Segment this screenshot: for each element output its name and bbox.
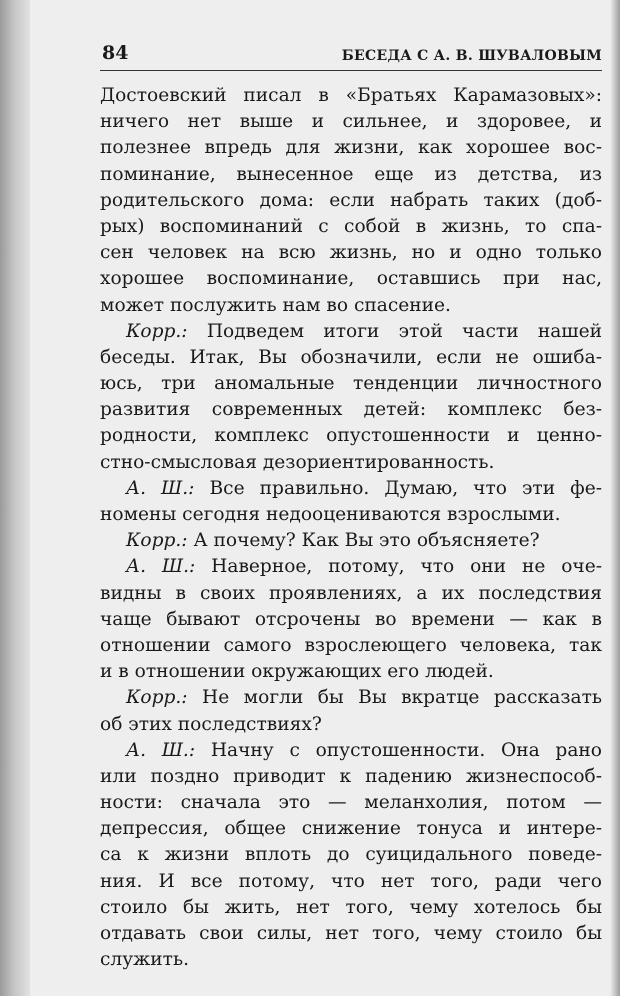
- line-text: номены сегодня недооцениваются взрослыми.: [100, 504, 561, 525]
- text-line: [100, 109, 602, 135]
- line-text: родности, комплекс опустошенности и ценно-: [100, 425, 602, 447]
- speaker-label: А. Ш.:: [126, 477, 195, 499]
- page-number: 84: [102, 42, 129, 64]
- speaker-label: Корр.:: [126, 687, 188, 709]
- line-text: стно-смысловая дезориентированность.: [100, 451, 495, 473]
- line-text: сен человек на всю жизнь, но и одно только: [100, 242, 602, 264]
- text-line: [100, 293, 602, 319]
- speaker-label: А. Ш.:: [126, 556, 196, 578]
- text-line: [100, 764, 602, 790]
- text-line: [100, 790, 602, 816]
- line-text: об этих последствиях?: [100, 713, 322, 735]
- text-line: [100, 895, 602, 921]
- text-line: [100, 423, 602, 449]
- text-line: [100, 712, 602, 738]
- line-text: полезнее впредь для жизни, как хорошее вос-: [100, 137, 602, 159]
- speaker-label: Корр.:: [126, 320, 188, 342]
- line-text: ничего нет выше и сильнее, и здоровее, и: [100, 111, 602, 133]
- text-line: [100, 659, 602, 685]
- line-text: поминание, вынесенное еще из детства, из: [100, 163, 602, 185]
- text-line: [100, 266, 602, 292]
- text-line: [100, 345, 602, 371]
- text-line: [100, 554, 602, 580]
- line-text: Достоевский писал в «Братьях Карамазовых»:: [100, 85, 602, 106]
- page-body-text: [100, 83, 602, 973]
- line-text: Все правильно. Думаю, что эти фе-: [194, 477, 602, 499]
- text-line: [100, 842, 602, 868]
- line-text: служить.: [100, 949, 189, 971]
- text-line: [100, 319, 602, 345]
- book-spine-shadow: [0, 0, 30, 996]
- speaker-label: Корр.:: [126, 530, 188, 552]
- line-text: отдавать свои силы, нет того, чему стоило бы: [100, 923, 602, 944]
- text-line: [100, 397, 602, 423]
- text-line: [100, 685, 602, 711]
- text-line: [100, 947, 602, 973]
- line-text: отношении самого взрослеющего человека, так: [100, 634, 602, 656]
- book-page: [100, 36, 602, 973]
- text-line: [100, 738, 602, 764]
- line-text: ности: сначала это — меланхолия, потом —: [100, 792, 602, 814]
- text-line: [100, 214, 602, 240]
- text-line: [100, 633, 602, 659]
- running-head: БЕСЕДА С А. В. ШУВАЛОВЫМ: [341, 48, 602, 64]
- line-text: или поздно приводит к падению жизнеспособ-: [100, 765, 602, 787]
- text-line: [100, 188, 602, 214]
- line-text: хорошее воспоминание, оставшись при нас,: [100, 268, 602, 290]
- line-text: са к жизни вплоть до суицидального поведе-: [100, 844, 602, 866]
- line-text: может послужить нам во спасение.: [100, 294, 451, 316]
- text-line: [100, 581, 602, 607]
- text-line: [100, 869, 602, 895]
- text-line: [100, 162, 602, 188]
- text-line: [100, 450, 602, 476]
- line-text: Не могли бы Вы вкратце рассказать: [187, 687, 602, 709]
- line-text: Начну с опустошенности. Она рано: [195, 739, 602, 761]
- text-line: [100, 607, 602, 633]
- line-text: рых) воспоминаний с собой в жизнь, то спа-: [100, 215, 602, 237]
- line-text: депрессия, общее снижение тонуса и интере-: [100, 818, 602, 840]
- line-text: ния. И все потому, что нет того, ради чего: [100, 870, 602, 892]
- line-text: беседы. Итак, Вы обозначили, если не ошиба-: [100, 346, 602, 368]
- line-text: А почему? Как Вы это объясняете?: [187, 530, 540, 552]
- page-header: [100, 36, 602, 71]
- text-line: [100, 921, 602, 947]
- line-text: юсь, три аномальные тенденции личностного: [100, 373, 602, 395]
- line-text: чаще бывают отсрочены во времени — как в: [100, 608, 602, 630]
- text-line: [100, 240, 602, 266]
- text-line: [100, 816, 602, 842]
- text-line: [100, 83, 602, 109]
- line-text: и в отношении окружающих его людей.: [100, 661, 494, 683]
- line-text: Подведем итоги этой части нашей: [187, 320, 602, 342]
- text-line: [100, 502, 602, 528]
- line-text: Наверное, потому, что они не оче-: [195, 556, 602, 578]
- line-text: развития современных детей: комплекс без-: [100, 399, 602, 421]
- line-text: родительского дома: если набрать таких (доб-: [100, 189, 602, 211]
- text-line: [100, 135, 602, 161]
- line-text: видны в своих проявлениях, а их последствия: [100, 582, 602, 604]
- speaker-label: А. Ш.:: [126, 739, 196, 761]
- line-text: стоило бы жить, нет того, чему хотелось бы: [100, 896, 602, 918]
- text-line: [100, 476, 602, 502]
- text-line: [100, 371, 602, 397]
- page-edge-shadow: [610, 0, 620, 996]
- text-line: [100, 528, 602, 554]
